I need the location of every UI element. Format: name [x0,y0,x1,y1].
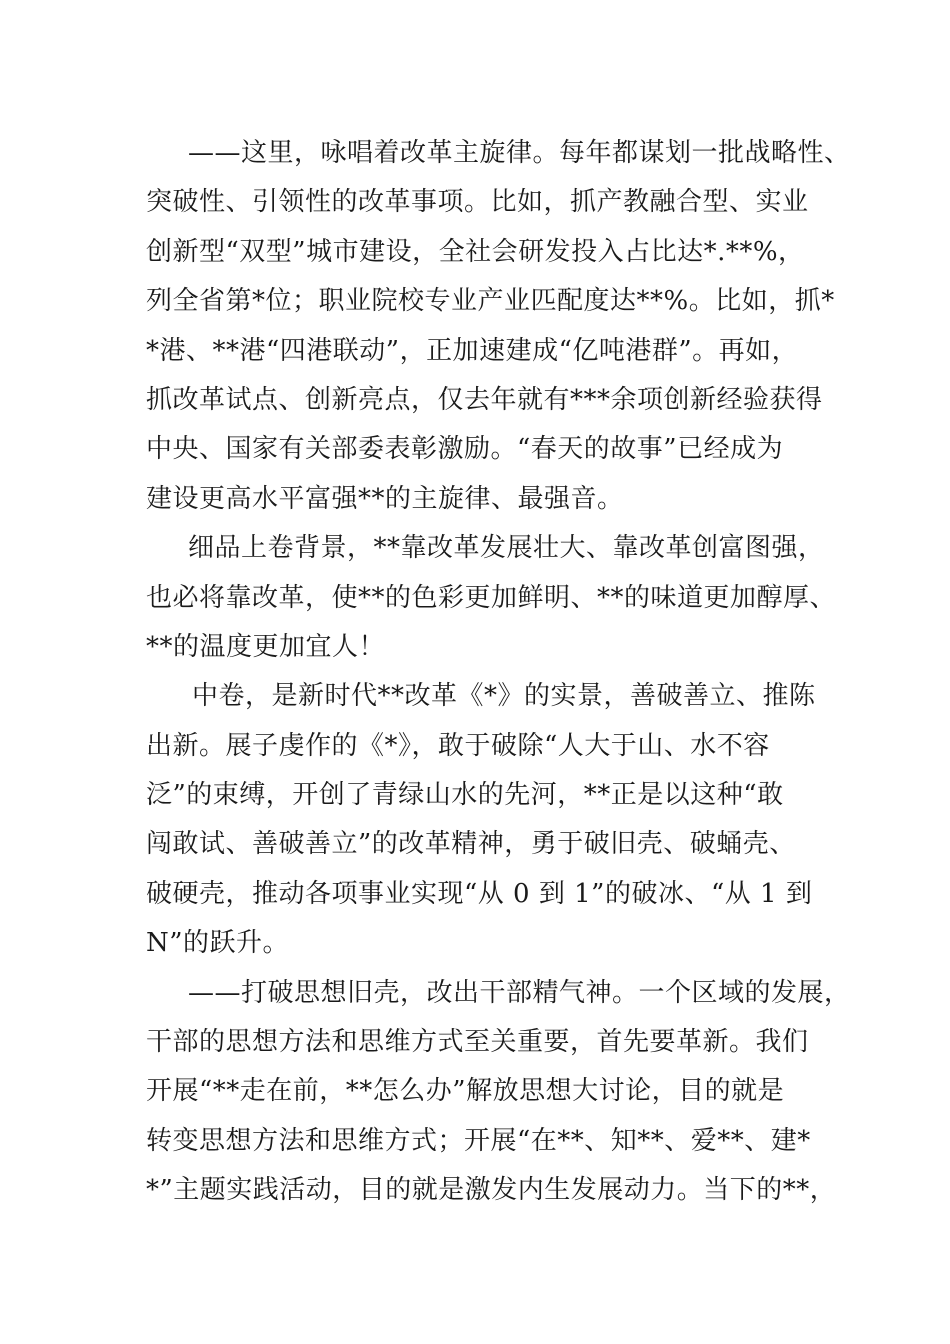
text-line: 中央、国家有关部委表彰激励。“春天的故事”已经成为 [146,434,784,465]
text-line: 干部的思想方法和思维方式至关重要，首先要革新。我们 [146,1027,809,1058]
paragraph-4 [146,969,851,1216]
text-line: 开展“**走在前，**怎么办”解放思想大讨论，目的就是 [146,1076,785,1107]
paragraph-2 [146,524,836,672]
text-line: 突破性、引领性的改革事项。比如，抓产教融合型、实业 [146,187,809,218]
paragraph-1 [146,129,851,524]
text-line: 创新型“双型”城市建设，全社会研发投入占比达*.**%， [146,236,805,267]
text-line: 细品上卷背景，**靠改革发展壮大、靠改革创富图强， [188,533,825,564]
text-line: 破硬壳，推动各项事业实现“从 0 到 1”的破冰、“从 1 到 [146,878,813,909]
text-line: **的温度更加宜人！ [146,631,386,662]
text-line: 建设更高水平富强**的主旋律、最强音。 [146,483,624,514]
text-line: 转变思想方法和思维方式；开展“在**、知**、爱**、建* [146,1125,811,1156]
text-line: N”的跃升。 [146,928,290,959]
text-line: 列全省第*位；职业院校专业产业匹配度达**%。比如，抓* [146,286,835,317]
document-body [146,129,851,1216]
text-line: 闯敢试、善破善立”的改革精神，勇于破旧壳、破蛹壳、 [146,829,796,860]
text-line: 泛”的束缚，开创了青绿山水的先河，**正是以这种“敢 [146,780,784,811]
paragraph-3 [146,672,836,968]
text-line: *”主题实践活动，目的就是激发内生发展动力。当下的**， [146,1175,837,1206]
text-line: *港、**港“四港联动”，正加速建成“亿吨港群”。再如， [146,335,799,366]
text-line: 抓改革试点、创新亮点，仅去年就有***余项创新经验获得 [146,384,823,415]
text-line: 出新。展子虔作的《*》，敢于破除“人大于山、水不容 [146,730,770,761]
text-line: ——打破思想旧壳，改出干部精气神。一个区域的发展， [188,977,851,1008]
text-line: 中卷，是新时代**改革《*》的实景，善破善立、推陈 [192,681,816,712]
text-line: 也必将靠改革，使**的色彩更加鲜明、**的味道更加醇厚、 [146,582,837,613]
text-line: ——这里，咏唱着改革主旋律。每年都谋划一批战略性、 [188,138,851,168]
